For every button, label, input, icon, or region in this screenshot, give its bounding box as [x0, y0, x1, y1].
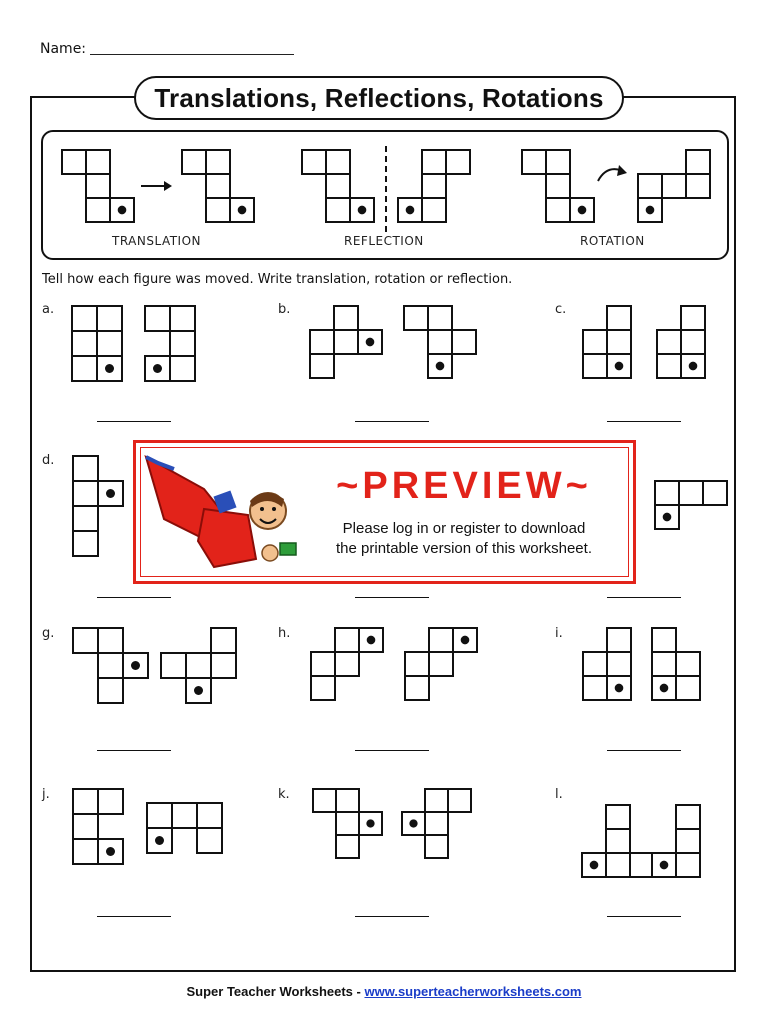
figure-c-1: [583, 306, 631, 378]
grid-square: [676, 829, 700, 853]
problem-letter: j.: [42, 787, 50, 802]
grid-square: [211, 653, 236, 678]
grid-square: [546, 198, 570, 222]
grid-square: [657, 330, 681, 354]
grid-square: [73, 839, 98, 864]
rotation-original: [522, 150, 594, 222]
grid-square: [72, 331, 97, 356]
grid-square: [336, 812, 359, 835]
dot-marker: [238, 206, 247, 215]
dot-marker: [615, 684, 624, 693]
preview-line-1: Please log in or register to download: [342, 520, 586, 537]
dot-marker: [358, 206, 367, 215]
figure-g-2: [161, 628, 236, 703]
grid-square: [446, 150, 470, 174]
worksheet-title: Translations, Reflections, Rotations: [134, 76, 624, 120]
grid-square: [334, 330, 358, 354]
dot-marker: [366, 819, 374, 827]
grid-square: [72, 306, 97, 331]
problem-letter: l.: [555, 787, 563, 802]
grid-square: [638, 174, 662, 198]
grid-square: [405, 652, 429, 676]
grid-square: [452, 330, 476, 354]
grid-square: [676, 805, 700, 829]
grid-square: [583, 676, 607, 700]
problem-letter: d.: [42, 453, 55, 468]
dot-marker: [155, 836, 164, 845]
figure-a-2: [145, 306, 195, 381]
grid-square: [206, 174, 230, 198]
grid-square: [336, 835, 359, 858]
problem-letter: a.: [42, 302, 55, 317]
grid-square: [145, 306, 170, 331]
problem-letter: c.: [555, 302, 567, 317]
grid-square: [583, 652, 607, 676]
grid-square: [86, 174, 110, 198]
grid-square: [73, 628, 98, 653]
grid-square: [606, 829, 630, 853]
figure-l-1: [582, 805, 654, 877]
instructions: Tell how each figure was moved. Write translation, rotation or reflection.: [42, 272, 513, 287]
grid-square: [404, 306, 428, 330]
footer-site-name: Super Teacher Worksheets: [186, 984, 353, 999]
dot-marker: [689, 362, 698, 371]
figure-g-1: [73, 628, 148, 703]
grid-square: [310, 330, 334, 354]
figure-h-1: [311, 628, 383, 700]
grid-square: [326, 174, 350, 198]
grid-square: [98, 678, 123, 703]
grid-square: [170, 306, 195, 331]
reflection-original: [302, 150, 374, 222]
dot-marker: [615, 362, 624, 371]
dot-marker: [660, 861, 669, 870]
grid-square: [335, 652, 359, 676]
curved-arrow-icon: [598, 165, 627, 181]
grid-square: [681, 306, 705, 330]
grid-square: [334, 306, 358, 330]
dot-marker: [406, 206, 415, 215]
rotation-label: ROTATION: [580, 234, 645, 248]
grid-square: [73, 531, 98, 556]
grid-square: [429, 628, 453, 652]
problem-letter: b.: [278, 302, 291, 317]
grid-square: [607, 628, 631, 652]
figure-j-1: [73, 789, 123, 864]
dot-marker: [660, 684, 669, 693]
dot-marker: [409, 819, 417, 827]
grid-square: [429, 652, 453, 676]
dot-marker: [106, 847, 115, 856]
grid-square: [98, 789, 123, 814]
figure-k-1: [313, 789, 382, 858]
dot-marker: [578, 206, 587, 215]
grid-square: [98, 628, 123, 653]
figure-h-2: [405, 628, 477, 700]
grid-square: [607, 306, 631, 330]
footer-url-link[interactable]: www.superteacherworksheets.com: [364, 984, 582, 999]
grid-square: [211, 628, 236, 653]
grid-square: [97, 306, 122, 331]
grid-square: [302, 150, 326, 174]
grid-square: [86, 198, 110, 222]
figure-c-2: [657, 306, 705, 378]
grid-square: [662, 174, 686, 198]
footer-separator: -: [352, 984, 365, 999]
reflection-label: REFLECTION: [344, 234, 424, 248]
preview-message: [304, 519, 624, 559]
grid-square: [606, 853, 630, 877]
translation-label: TRANSLATION: [112, 234, 202, 248]
grid-square: [326, 150, 350, 174]
grid-square: [686, 174, 710, 198]
grid-square: [73, 506, 98, 531]
grid-square: [310, 354, 334, 378]
grid-square: [73, 481, 98, 506]
figure-b-2: [404, 306, 476, 378]
preview-banner[interactable]: [133, 440, 636, 584]
figure-b-1: [310, 306, 382, 378]
grid-square: [681, 330, 705, 354]
grid-square: [448, 789, 471, 812]
grid-square: [72, 356, 97, 381]
grid-square: [607, 652, 631, 676]
dot-marker: [461, 636, 470, 645]
grid-square: [676, 853, 700, 877]
grid-square: [170, 331, 195, 356]
problem-letter: k.: [278, 787, 290, 802]
grid-square: [98, 653, 123, 678]
grid-square: [73, 456, 98, 481]
grid-square: [311, 676, 335, 700]
grid-square: [311, 652, 335, 676]
grid-square: [326, 198, 350, 222]
preview-line-2: the printable version of this worksheet.: [336, 540, 592, 557]
grid-square: [676, 676, 700, 700]
grid-square: [546, 150, 570, 174]
footer: [0, 984, 768, 999]
grid-square: [676, 652, 700, 676]
reflection-mirrored: [398, 150, 470, 222]
grid-square: [172, 803, 197, 828]
grid-square: [335, 628, 359, 652]
translation-original: [62, 150, 134, 222]
grid-square: [425, 812, 448, 835]
grid-square: [161, 653, 186, 678]
grid-square: [86, 150, 110, 174]
grid-square: [428, 330, 452, 354]
grid-square: [686, 150, 710, 174]
figure-k-2: [402, 789, 471, 858]
grid-square: [170, 356, 195, 381]
figure-l-2: [652, 805, 700, 877]
dot-marker: [118, 206, 127, 215]
grid-square: [522, 150, 546, 174]
dot-marker: [436, 362, 445, 371]
grid-square: [425, 789, 448, 812]
dot-marker: [367, 636, 376, 645]
grid-square: [657, 354, 681, 378]
dot-marker: [153, 364, 162, 373]
dot-marker: [366, 338, 375, 347]
problem-letter: g.: [42, 626, 55, 641]
figure-f-2: [655, 481, 727, 529]
figure-j-2: [147, 803, 222, 853]
grid-square: [652, 628, 676, 652]
grid-square: [197, 828, 222, 853]
dot-marker: [194, 686, 203, 695]
dot-marker: [106, 489, 115, 498]
grid-square: [428, 306, 452, 330]
figure-d-1: [73, 456, 123, 556]
figure-i-1: [583, 628, 631, 700]
grid-square: [583, 354, 607, 378]
grid-square: [182, 150, 206, 174]
grid-square: [62, 150, 86, 174]
grid-square: [422, 150, 446, 174]
grid-square: [425, 835, 448, 858]
rotation-rotated: [638, 150, 710, 222]
grid-square: [655, 481, 679, 505]
grid-square: [197, 803, 222, 828]
grid-square: [97, 331, 122, 356]
grid-square: [206, 150, 230, 174]
grid-square: [652, 652, 676, 676]
problem-letter: h.: [278, 626, 291, 641]
superhero-mascot-icon: [144, 449, 304, 579]
figure-i-2: [652, 628, 700, 700]
dot-marker: [105, 364, 114, 373]
dot-marker: [663, 513, 672, 522]
name-label: Name:: [40, 41, 87, 57]
grid-square: [703, 481, 727, 505]
grid-square: [422, 174, 446, 198]
grid-square: [206, 198, 230, 222]
grid-square: [583, 330, 607, 354]
grid-square: [607, 330, 631, 354]
grid-square: [147, 803, 172, 828]
preview-title: ~PREVIEW~: [336, 465, 592, 507]
grid-square: [336, 789, 359, 812]
grid-square: [313, 789, 336, 812]
grid-square: [546, 174, 570, 198]
figure-a-1: [72, 306, 122, 381]
grid-square: [679, 481, 703, 505]
grid-square: [73, 789, 98, 814]
translation-moved: [182, 150, 254, 222]
problem-letter: i.: [555, 626, 563, 641]
dot-marker: [131, 661, 140, 670]
grid-square: [606, 805, 630, 829]
grid-square: [405, 676, 429, 700]
grid-square: [73, 814, 98, 839]
dot-marker: [646, 206, 655, 215]
right-arrow-icon: [141, 181, 172, 191]
grid-square: [422, 198, 446, 222]
grid-square: [186, 653, 211, 678]
dot-marker: [590, 861, 599, 870]
grid-square: [630, 853, 654, 877]
